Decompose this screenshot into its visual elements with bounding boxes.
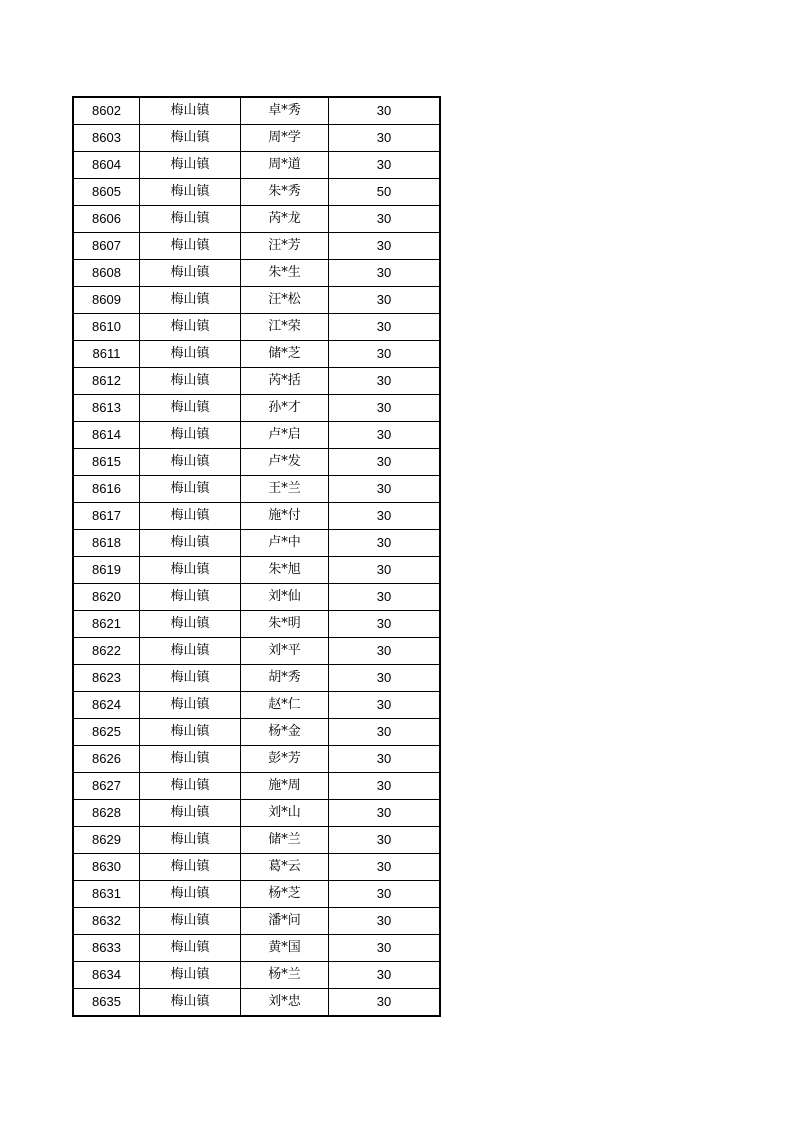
table-row xyxy=(73,746,440,773)
town-cell: 梅山镇 xyxy=(140,314,241,341)
amount-cell: 30 xyxy=(329,908,441,935)
person-name-cell: 周*学 xyxy=(241,125,329,152)
roster-table-body xyxy=(73,97,440,1016)
town-cell: 梅山镇 xyxy=(140,503,241,530)
person-name-cell: 芮*括 xyxy=(241,368,329,395)
amount-cell: 30 xyxy=(329,341,441,368)
person-name-cell: 周*道 xyxy=(241,152,329,179)
row-id-cell: 8634 xyxy=(73,962,140,989)
town-cell: 梅山镇 xyxy=(140,800,241,827)
town-cell: 梅山镇 xyxy=(140,638,241,665)
table-row xyxy=(73,719,440,746)
row-id-cell: 8625 xyxy=(73,719,140,746)
person-name-cell: 朱*秀 xyxy=(241,179,329,206)
town-cell: 梅山镇 xyxy=(140,692,241,719)
row-id-cell: 8602 xyxy=(73,97,140,125)
town-cell: 梅山镇 xyxy=(140,557,241,584)
row-id-cell: 8628 xyxy=(73,800,140,827)
table-row xyxy=(73,773,440,800)
table-row xyxy=(73,503,440,530)
town-cell: 梅山镇 xyxy=(140,962,241,989)
table-row xyxy=(73,584,440,611)
town-cell: 梅山镇 xyxy=(140,881,241,908)
table-row xyxy=(73,260,440,287)
person-name-cell: 彭*芳 xyxy=(241,746,329,773)
row-id-cell: 8604 xyxy=(73,152,140,179)
person-name-cell: 施*周 xyxy=(241,773,329,800)
table-row xyxy=(73,368,440,395)
person-name-cell: 施*付 xyxy=(241,503,329,530)
row-id-cell: 8624 xyxy=(73,692,140,719)
amount-cell: 30 xyxy=(329,800,441,827)
town-cell: 梅山镇 xyxy=(140,476,241,503)
table-row xyxy=(73,611,440,638)
person-name-cell: 卢*中 xyxy=(241,530,329,557)
person-name-cell: 卢*发 xyxy=(241,449,329,476)
person-name-cell: 芮*龙 xyxy=(241,206,329,233)
amount-cell: 30 xyxy=(329,530,441,557)
town-cell: 梅山镇 xyxy=(140,584,241,611)
town-cell: 梅山镇 xyxy=(140,152,241,179)
person-name-cell: 江*荣 xyxy=(241,314,329,341)
row-id-cell: 8629 xyxy=(73,827,140,854)
table-row xyxy=(73,557,440,584)
person-name-cell: 朱*生 xyxy=(241,260,329,287)
table-row xyxy=(73,314,440,341)
row-id-cell: 8632 xyxy=(73,908,140,935)
row-id-cell: 8621 xyxy=(73,611,140,638)
person-name-cell: 潘*问 xyxy=(241,908,329,935)
row-id-cell: 8626 xyxy=(73,746,140,773)
amount-cell: 30 xyxy=(329,422,441,449)
row-id-cell: 8605 xyxy=(73,179,140,206)
row-id-cell: 8608 xyxy=(73,260,140,287)
amount-cell: 30 xyxy=(329,962,441,989)
amount-cell: 30 xyxy=(329,719,441,746)
town-cell: 梅山镇 xyxy=(140,422,241,449)
town-cell: 梅山镇 xyxy=(140,449,241,476)
amount-cell: 30 xyxy=(329,638,441,665)
table-row xyxy=(73,97,440,125)
row-id-cell: 8610 xyxy=(73,314,140,341)
amount-cell: 30 xyxy=(329,97,441,125)
person-name-cell: 胡*秀 xyxy=(241,665,329,692)
town-cell: 梅山镇 xyxy=(140,125,241,152)
amount-cell: 30 xyxy=(329,665,441,692)
row-id-cell: 8635 xyxy=(73,989,140,1017)
town-cell: 梅山镇 xyxy=(140,935,241,962)
amount-cell: 30 xyxy=(329,746,441,773)
row-id-cell: 8619 xyxy=(73,557,140,584)
row-id-cell: 8606 xyxy=(73,206,140,233)
amount-cell: 30 xyxy=(329,827,441,854)
person-name-cell: 葛*云 xyxy=(241,854,329,881)
table-row xyxy=(73,179,440,206)
town-cell: 梅山镇 xyxy=(140,611,241,638)
amount-cell: 30 xyxy=(329,503,441,530)
town-cell: 梅山镇 xyxy=(140,341,241,368)
table-row xyxy=(73,908,440,935)
amount-cell: 30 xyxy=(329,773,441,800)
table-row xyxy=(73,449,440,476)
amount-cell: 30 xyxy=(329,476,441,503)
row-id-cell: 8630 xyxy=(73,854,140,881)
person-name-cell: 朱*明 xyxy=(241,611,329,638)
roster-table xyxy=(72,96,441,1017)
table-row xyxy=(73,935,440,962)
row-id-cell: 8623 xyxy=(73,665,140,692)
town-cell: 梅山镇 xyxy=(140,368,241,395)
town-cell: 梅山镇 xyxy=(140,287,241,314)
town-cell: 梅山镇 xyxy=(140,989,241,1017)
town-cell: 梅山镇 xyxy=(140,97,241,125)
table-row xyxy=(73,341,440,368)
table-row xyxy=(73,854,440,881)
town-cell: 梅山镇 xyxy=(140,530,241,557)
person-name-cell: 刘*忠 xyxy=(241,989,329,1017)
amount-cell: 30 xyxy=(329,125,441,152)
amount-cell: 30 xyxy=(329,314,441,341)
table-row xyxy=(73,422,440,449)
row-id-cell: 8609 xyxy=(73,287,140,314)
person-name-cell: 汪*芳 xyxy=(241,233,329,260)
amount-cell: 50 xyxy=(329,179,441,206)
town-cell: 梅山镇 xyxy=(140,827,241,854)
amount-cell: 30 xyxy=(329,449,441,476)
row-id-cell: 8620 xyxy=(73,584,140,611)
row-id-cell: 8613 xyxy=(73,395,140,422)
row-id-cell: 8611 xyxy=(73,341,140,368)
row-id-cell: 8622 xyxy=(73,638,140,665)
amount-cell: 30 xyxy=(329,233,441,260)
amount-cell: 30 xyxy=(329,260,441,287)
town-cell: 梅山镇 xyxy=(140,206,241,233)
person-name-cell: 王*兰 xyxy=(241,476,329,503)
amount-cell: 30 xyxy=(329,881,441,908)
row-id-cell: 8616 xyxy=(73,476,140,503)
amount-cell: 30 xyxy=(329,557,441,584)
person-name-cell: 杨*金 xyxy=(241,719,329,746)
person-name-cell: 刘*平 xyxy=(241,638,329,665)
row-id-cell: 8603 xyxy=(73,125,140,152)
table-row xyxy=(73,665,440,692)
table-row xyxy=(73,962,440,989)
table-row xyxy=(73,287,440,314)
row-id-cell: 8607 xyxy=(73,233,140,260)
person-name-cell: 赵*仁 xyxy=(241,692,329,719)
person-name-cell: 孙*才 xyxy=(241,395,329,422)
row-id-cell: 8612 xyxy=(73,368,140,395)
person-name-cell: 刘*仙 xyxy=(241,584,329,611)
town-cell: 梅山镇 xyxy=(140,260,241,287)
table-row xyxy=(73,530,440,557)
row-id-cell: 8631 xyxy=(73,881,140,908)
table-row xyxy=(73,476,440,503)
town-cell: 梅山镇 xyxy=(140,908,241,935)
amount-cell: 30 xyxy=(329,152,441,179)
row-id-cell: 8615 xyxy=(73,449,140,476)
amount-cell: 30 xyxy=(329,989,441,1017)
table-row xyxy=(73,125,440,152)
town-cell: 梅山镇 xyxy=(140,179,241,206)
amount-cell: 30 xyxy=(329,611,441,638)
table-row xyxy=(73,881,440,908)
town-cell: 梅山镇 xyxy=(140,719,241,746)
table-row xyxy=(73,692,440,719)
amount-cell: 30 xyxy=(329,206,441,233)
person-name-cell: 卓*秀 xyxy=(241,97,329,125)
town-cell: 梅山镇 xyxy=(140,773,241,800)
row-id-cell: 8633 xyxy=(73,935,140,962)
row-id-cell: 8627 xyxy=(73,773,140,800)
amount-cell: 30 xyxy=(329,854,441,881)
row-id-cell: 8614 xyxy=(73,422,140,449)
amount-cell: 30 xyxy=(329,368,441,395)
person-name-cell: 卢*启 xyxy=(241,422,329,449)
table-row xyxy=(73,638,440,665)
person-name-cell: 储*芝 xyxy=(241,341,329,368)
table-row xyxy=(73,827,440,854)
person-name-cell: 刘*山 xyxy=(241,800,329,827)
town-cell: 梅山镇 xyxy=(140,665,241,692)
town-cell: 梅山镇 xyxy=(140,854,241,881)
person-name-cell: 储*兰 xyxy=(241,827,329,854)
row-id-cell: 8617 xyxy=(73,503,140,530)
amount-cell: 30 xyxy=(329,395,441,422)
person-name-cell: 朱*旭 xyxy=(241,557,329,584)
table-row xyxy=(73,206,440,233)
table-row xyxy=(73,800,440,827)
town-cell: 梅山镇 xyxy=(140,746,241,773)
table-row xyxy=(73,233,440,260)
amount-cell: 30 xyxy=(329,287,441,314)
table-row xyxy=(73,395,440,422)
row-id-cell: 8618 xyxy=(73,530,140,557)
person-name-cell: 汪*松 xyxy=(241,287,329,314)
person-name-cell: 杨*芝 xyxy=(241,881,329,908)
amount-cell: 30 xyxy=(329,584,441,611)
amount-cell: 30 xyxy=(329,935,441,962)
town-cell: 梅山镇 xyxy=(140,233,241,260)
table-row xyxy=(73,152,440,179)
town-cell: 梅山镇 xyxy=(140,395,241,422)
person-name-cell: 杨*兰 xyxy=(241,962,329,989)
amount-cell: 30 xyxy=(329,692,441,719)
person-name-cell: 黄*国 xyxy=(241,935,329,962)
table-row xyxy=(73,989,440,1017)
